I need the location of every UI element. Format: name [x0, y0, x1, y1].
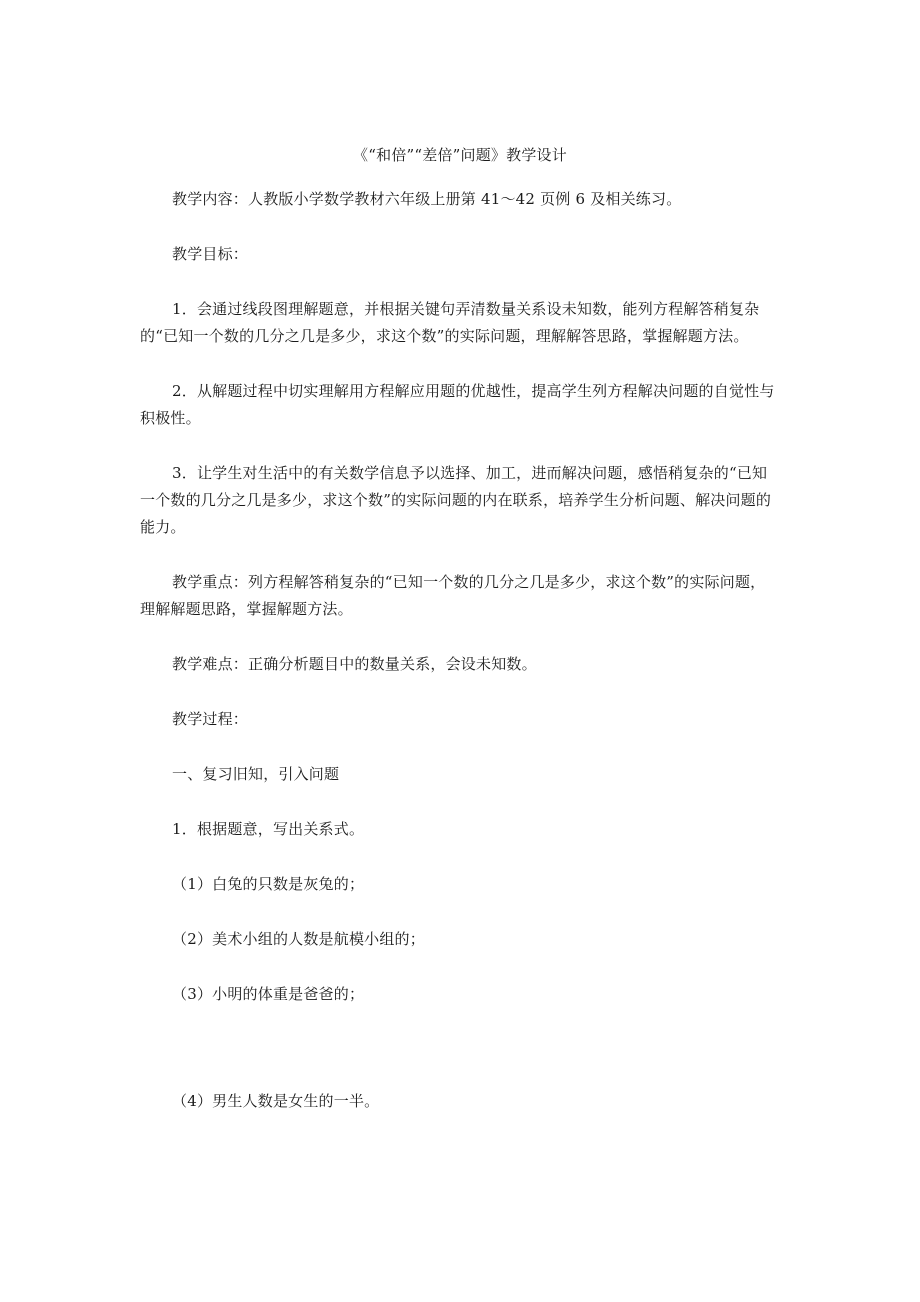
paragraph-key-point: 教学重点：列方程解答稍复杂的“已知一个数的几分之几是多少，求这个数”的实际问题，理解解题思路，掌握解题方法。	[140, 573, 766, 618]
paragraph-gap	[140, 432, 780, 460]
document-title: 《“和倍”“差倍”问题》教学设计	[353, 146, 567, 164]
paragraph-teaching-content: 教学内容：人教版小学数学教材六年级上册第 41～42 页例 6 及相关练习。	[172, 190, 682, 208]
paragraph-goal-1: 1．会通过线段图理解题意，并根据关键句弄清数量关系设未知数，能列方程解答稍复杂的“已知一个数的几分之几是多少，求这个数”的实际问题，理解解答思路，掌握解题方法。	[140, 300, 760, 345]
paragraph-goal-2: 2．从解题过程中切实理解用方程解应用题的优越性，提高学生列方程解决问题的自觉性与积极性。	[140, 382, 775, 427]
paragraph-gap	[140, 623, 780, 651]
paragraph-item-3: （3）小明的体重是爸爸的；	[172, 985, 365, 1003]
paragraph-gap	[140, 213, 780, 241]
paragraph-step-1: 1．根据题意，写出关系式。	[172, 820, 365, 838]
paragraph-gap-large	[140, 1008, 780, 1088]
paragraph-section-1: 一、复习旧知，引入问题	[172, 765, 340, 783]
paragraph-item-4: （4）男生人数是女生的一半。	[172, 1092, 380, 1110]
paragraph-gap	[140, 350, 780, 378]
paragraph-goal-3: 3．让学生对生活中的有关数学信息予以选择、加工，进而解决问题，感悟稍复杂的“已知一个数的几分之几是多少，求这个数”的实际问题的内在联系，培养学生分析问题、解决问题的能力。	[140, 464, 772, 536]
paragraph-process-heading: 教学过程：	[172, 710, 249, 728]
paragraph-gap	[140, 843, 780, 871]
document-body	[140, 142, 780, 1115]
paragraph-difficulty: 教学难点：正确分析题目中的数量关系，会设未知数。	[172, 655, 537, 673]
paragraph-gap	[140, 678, 780, 706]
paragraph-gap	[140, 953, 780, 981]
paragraph-gap	[140, 788, 780, 816]
paragraph-gap	[140, 898, 780, 926]
paragraph-gap	[140, 733, 780, 761]
paragraph-item-2: （2）美术小组的人数是航模小组的；	[172, 930, 425, 948]
paragraph-item-1: （1）白兔的只数是灰兔的；	[172, 875, 365, 893]
paragraph-gap	[140, 268, 780, 296]
paragraph-gap	[140, 541, 780, 569]
paragraph-teaching-goals-heading: 教学目标：	[172, 245, 249, 263]
